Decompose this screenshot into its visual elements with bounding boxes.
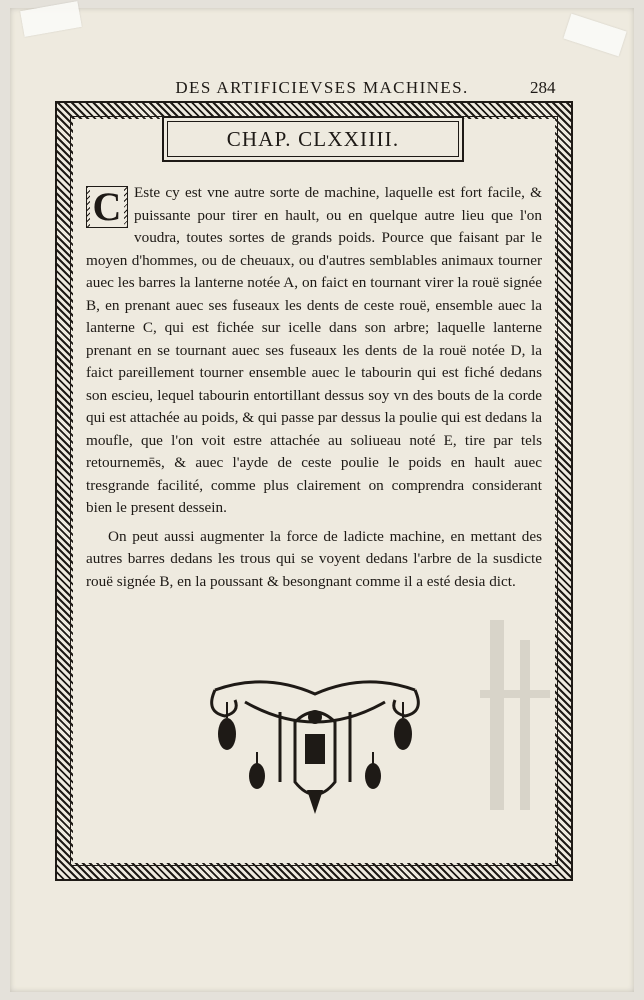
ornamental-tailpiece-icon	[205, 672, 425, 822]
chapter-title: CHAP. CLXXIIII.	[226, 126, 400, 151]
running-title: DES ARTIFICIEVSES MACHINES.	[175, 78, 469, 97]
decorated-initial: C	[86, 186, 128, 228]
paragraph-1-text: Este cy est vne autre sorte de machine, laquelle est fort facile, & puissante pour tirer en hault, ou en quelque autre lieu que l'on voudra, toutes sortes de grands poids. Pource que faisant par le moyen d'hommes, ou de cheuaux, ou d'autres semblables animaux tourner auec les barres la lanterne notée A, on faict en tournant virer la rouë signée B, en prenant auec ses fuseaux les dents de ceste rouë, ensemble auec la lanterne C, qui est fichée sur icelle dans son arbre; laquelle lanterne prenant en se tournant auec ses fuseaux les dents de la rouë notée D, la faict pareillement tourner ensemble auec le tabourin qui est fiché dedans son escieu, lequel tabourin entortillant dessus soy vn des bouts de la corde qui est attachée au poids, & qui passe par dessus la poulie qui est dedans la moufle, que l'on voit estre attachée au soliueau noté E, tire par tels retournemēs, & auec l'ayde de ceste poulie le poids en hault auec tresgrande facilité, comme plus clairement on comprendra considerant bien le present dessein.	[86, 184, 542, 516]
paragraph-2: On peut aussi augmenter la force de ladicte machine, en mettant des autres barres dedans les trous qui se voyent dedans l'arbre de la susdicte rouë signée B, en la poussant & besongnant comme il a esté desia dict.	[86, 527, 542, 590]
body-text	[86, 182, 542, 599]
show-through-engraving	[480, 610, 550, 810]
page-number: 284	[530, 78, 556, 97]
paragraph-1	[86, 182, 542, 520]
chapter-heading-box	[162, 116, 464, 162]
